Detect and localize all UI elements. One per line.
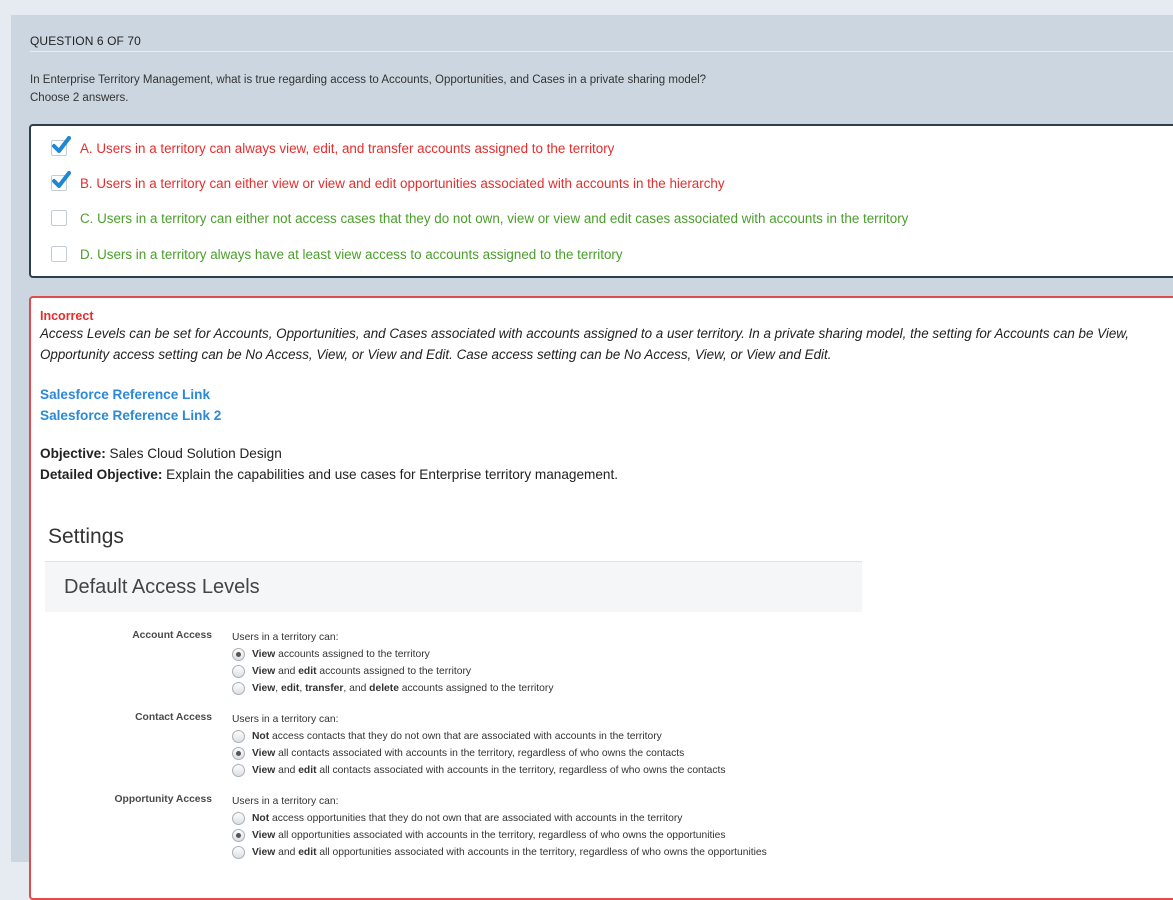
section-options xyxy=(232,794,767,861)
question-panel xyxy=(11,15,1173,862)
feedback-panel xyxy=(29,296,1173,900)
radio-button[interactable] xyxy=(232,730,245,743)
radio-button[interactable] xyxy=(232,846,245,859)
objective-value: Sales Cloud Solution Design xyxy=(105,446,282,461)
option-label: View accounts assigned to the territory xyxy=(252,649,430,660)
detailed-objective-label: Detailed Objective: xyxy=(40,467,163,482)
answer-label-c: C. Users in a territory can either not access cases that they do not own, view or view and edit cases associated with accounts in the territory xyxy=(80,210,909,226)
option-label: View and edit all opportunities associated with accounts in the territory, regardless of who owns the opportunities xyxy=(252,847,767,858)
radio-option[interactable] xyxy=(232,762,726,779)
checkbox-a[interactable] xyxy=(51,140,67,156)
question-counter: QUESTION 6 OF 70 xyxy=(30,34,1173,52)
explanation-line-2: Opportunity access setting can be No Access, View, or View and Edit. Case access setting can be No Access, View, or View and Edit. xyxy=(40,347,832,362)
option-label: View all opportunities associated with accounts in the territory, regardless of who owns the opportunities xyxy=(252,830,726,841)
explanation-line-1: Access Levels can be set for Accounts, Opportunities, and Cases associated with accounts assigned to a user territory. In a private sharing model, the setting for Accounts can be View, xyxy=(40,326,1129,341)
option-label: View and edit all contacts associated with accounts in the territory, regardless of who owns the contacts xyxy=(252,765,726,776)
question-text-block xyxy=(30,71,706,107)
detailed-objective-value: Explain the capabilities and use cases for Enterprise territory management. xyxy=(162,467,619,482)
settings-title: Settings xyxy=(48,525,124,548)
radio-button[interactable] xyxy=(232,764,245,777)
radio-button[interactable] xyxy=(232,812,245,825)
checkbox-c[interactable] xyxy=(51,210,67,226)
radio-option[interactable] xyxy=(232,844,767,861)
answer-option-c[interactable] xyxy=(51,207,908,229)
answer-label-a: A. Users in a territory can always view, edit, and transfer accounts assigned to the territory xyxy=(80,140,615,156)
objective xyxy=(40,443,1173,464)
radio-option[interactable] xyxy=(232,663,553,680)
reference-links xyxy=(40,384,1173,426)
option-label: Not access opportunities that they do not own that are associated with accounts in the territory xyxy=(252,813,683,824)
radio-button[interactable] xyxy=(232,682,245,695)
detailed-objective xyxy=(40,464,1173,485)
radio-option[interactable] xyxy=(232,646,553,663)
checkmark-icon xyxy=(51,136,71,156)
option-label: View and edit accounts assigned to the territory xyxy=(252,666,472,677)
radio-button[interactable] xyxy=(232,747,245,760)
question-text: In Enterprise Territory Management, what is true regarding access to Accounts, Opportunities, and Cases in a private sharing model? xyxy=(30,74,707,86)
answer-label-d: D. Users in a territory always have at least view access to accounts assigned to the territory xyxy=(80,246,623,262)
option-label: View all contacts associated with accounts in the territory, regardless of who owns the contacts xyxy=(252,748,685,759)
radio-option[interactable] xyxy=(232,827,767,844)
answer-label-b: B. Users in a territory can either view or view and edit opportunities associated with accounts in the hierarchy xyxy=(80,175,725,191)
checkbox-d[interactable] xyxy=(51,246,67,262)
reference-link-2[interactable]: Salesforce Reference Link 2 xyxy=(40,408,222,423)
section-intro: Users in a territory can: xyxy=(232,714,339,725)
section-intro: Users in a territory can: xyxy=(232,796,339,807)
section-options xyxy=(232,712,726,779)
answer-option-b[interactable] xyxy=(51,172,725,194)
question-instruction: Choose 2 answers. xyxy=(30,92,129,104)
default-access-levels-title: Default Access Levels xyxy=(45,562,862,612)
checkbox-b[interactable] xyxy=(51,175,67,191)
feedback-content xyxy=(40,309,1173,485)
section-label: Account Access xyxy=(132,630,212,641)
answer-option-d[interactable] xyxy=(51,243,623,265)
section-label: Contact Access xyxy=(135,712,212,723)
radio-button[interactable] xyxy=(232,829,245,842)
radio-option[interactable] xyxy=(232,680,553,697)
section-label: Opportunity Access xyxy=(114,794,212,805)
radio-button[interactable] xyxy=(232,648,245,661)
answer-option-a[interactable] xyxy=(51,137,614,159)
radio-option[interactable] xyxy=(232,728,726,745)
radio-option[interactable] xyxy=(232,745,726,762)
objectives xyxy=(40,443,1173,485)
default-access-levels-panel xyxy=(45,561,862,882)
objective-label: Objective: xyxy=(40,446,106,461)
radio-option[interactable] xyxy=(232,810,767,827)
section-options xyxy=(232,630,553,697)
answer-options xyxy=(29,124,1173,278)
option-label: View, edit, transfer, and delete accounts assigned to the territory xyxy=(252,683,554,694)
radio-button[interactable] xyxy=(232,665,245,678)
option-label: Not access contacts that they do not own that are associated with accounts in the territory xyxy=(252,731,662,742)
result-label: Incorrect xyxy=(40,309,94,323)
checkmark-icon xyxy=(51,171,71,191)
reference-link-1[interactable]: Salesforce Reference Link xyxy=(40,387,211,402)
section-intro: Users in a territory can: xyxy=(232,632,339,643)
